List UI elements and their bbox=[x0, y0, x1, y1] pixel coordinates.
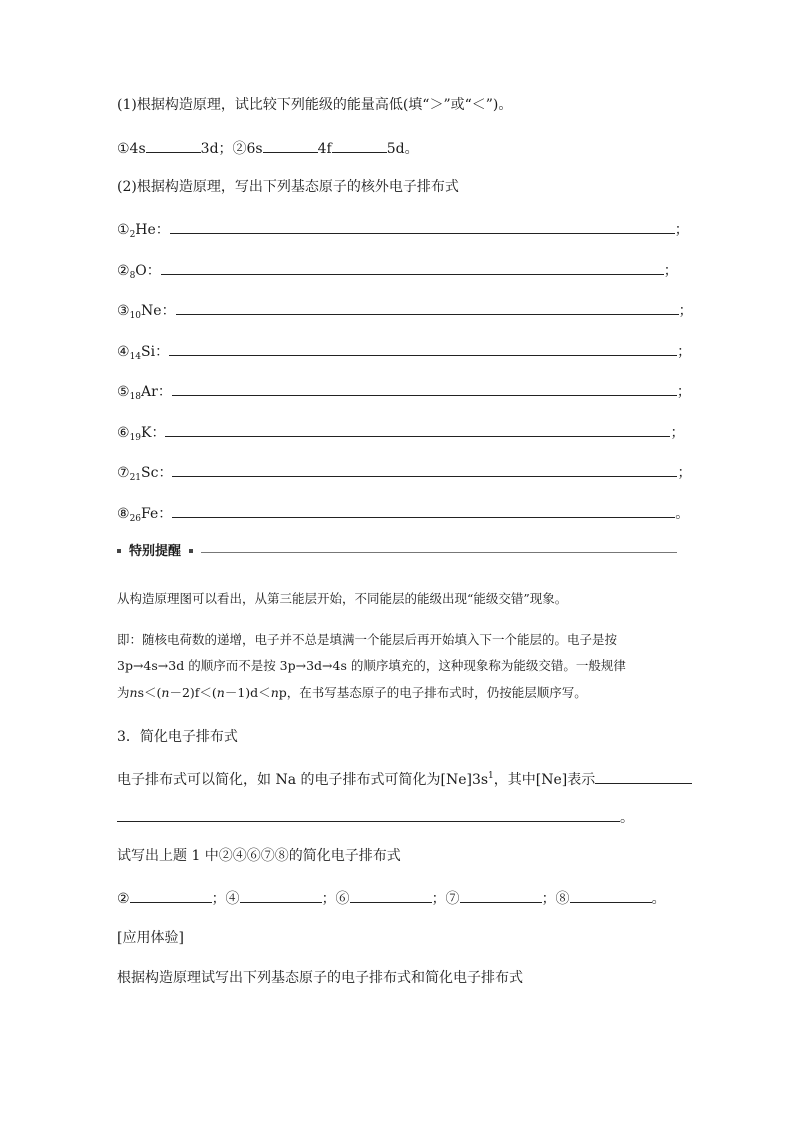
element-symbol: Ar bbox=[141, 384, 158, 400]
q2-row: $④_{14}Si$： ； bbox=[117, 340, 691, 367]
answer-blank[interactable] bbox=[240, 887, 322, 903]
hint-paragraph-2-line-2: 3p→4s→3d 的顺序而不是按 3p→3d→4s 的顺序填充的，这种现象称为能级交错。一般规律 bbox=[117, 658, 626, 673]
q1-item-2: 3d；②6s bbox=[200, 141, 263, 157]
superscript: 1 bbox=[488, 771, 494, 781]
q2-row: $①_2He$： ； bbox=[117, 218, 689, 245]
q2-row: $⑦_{21}Sc$： ； bbox=[117, 461, 691, 488]
divider bbox=[201, 552, 677, 553]
hint-text: 为 bbox=[117, 685, 130, 700]
row-number: ③ bbox=[117, 303, 130, 319]
section-3-text-b: ，其中[Ne]表示 bbox=[493, 772, 596, 788]
answer-blank[interactable] bbox=[161, 259, 664, 275]
hint-header bbox=[117, 542, 677, 562]
answer-blank[interactable] bbox=[176, 299, 679, 315]
hint-paragraph-2-line-1: 即：随核电荷数的递增，电子并不总是填满一个能层后再开始填入下一个能层的。电子是按 bbox=[117, 632, 618, 647]
row-number: ⑧ bbox=[117, 506, 130, 522]
element-symbol: O bbox=[135, 263, 147, 279]
apply-heading: [应用体验] bbox=[117, 930, 184, 946]
row-number: ① bbox=[117, 222, 130, 238]
answer-blank[interactable] bbox=[169, 340, 677, 356]
hint-title: 特别提醒 bbox=[129, 544, 182, 559]
answer-blank[interactable] bbox=[170, 218, 675, 234]
section-3-continued bbox=[117, 806, 634, 828]
atomic-number: 18 bbox=[129, 392, 142, 402]
answer-blank[interactable] bbox=[146, 137, 201, 153]
element-symbol: Fe bbox=[141, 506, 159, 522]
section-3-text-a: 电子排布式可以简化，如 Na 的电子排布式可简化为[Ne]3s bbox=[117, 772, 489, 788]
q1-item-3: 4f bbox=[317, 141, 332, 157]
answer-blank[interactable] bbox=[117, 806, 620, 822]
element-symbol: K bbox=[141, 425, 152, 441]
row-number: ⑥ bbox=[117, 425, 130, 441]
q2-row: $⑤_{18}Ar$： ； bbox=[117, 380, 691, 407]
answer-blank[interactable] bbox=[172, 461, 677, 477]
answer-blank[interactable] bbox=[595, 768, 692, 784]
answer-label: ；④ bbox=[211, 891, 240, 907]
row-number: ② bbox=[117, 263, 130, 279]
row-end: ； bbox=[676, 384, 691, 400]
row-end: ； bbox=[674, 222, 689, 238]
energy-order-formula: ns＜(n－2)f＜(n－1)d＜np bbox=[129, 685, 287, 700]
answer-blank[interactable] bbox=[172, 502, 675, 518]
answer-label: ；⑥ bbox=[321, 891, 350, 907]
line-end: 。 bbox=[620, 810, 634, 826]
answer-blank[interactable] bbox=[165, 421, 670, 437]
answer-blank[interactable] bbox=[460, 887, 542, 903]
answer-label: ；⑧ bbox=[541, 891, 570, 907]
answer-blank[interactable] bbox=[263, 137, 318, 153]
section-3-heading: 3．简化电子排布式 bbox=[117, 729, 238, 745]
row-end: ； bbox=[678, 303, 693, 319]
question-2-title: (2)根据构造原理，写出下列基态原子的核外电子排布式 bbox=[117, 179, 459, 195]
answer-label: ② bbox=[117, 891, 130, 907]
atomic-number: 21 bbox=[129, 473, 142, 483]
section-3-answers bbox=[117, 887, 666, 909]
apply-text: 根据构造原理试写出下列基态原子的电子排布式和简化电子排布式 bbox=[117, 970, 523, 986]
answer-blank[interactable] bbox=[172, 380, 677, 396]
hint-paragraph-1: 从构造原理图可以看出，从第三能层开始，不同能层的能级出现“能级交错”现象。 bbox=[117, 591, 568, 606]
atomic-number: 10 bbox=[129, 311, 142, 321]
q2-row: $②_8O$： ； bbox=[117, 259, 678, 286]
atomic-number: 8 bbox=[129, 271, 136, 281]
atomic-number: 14 bbox=[129, 352, 142, 362]
square-bullet-icon bbox=[117, 549, 121, 553]
answer-blank[interactable] bbox=[350, 887, 432, 903]
q1-item-4: 5d。 bbox=[386, 141, 419, 157]
row-end: ； bbox=[677, 344, 692, 360]
element-symbol: Sc bbox=[141, 465, 159, 481]
row-number: ④ bbox=[117, 344, 130, 360]
atomic-number: 2 bbox=[129, 230, 136, 240]
section-3-task: 试写出上题 1 中②④⑥⑦⑧的简化电子排布式 bbox=[117, 848, 401, 864]
q1-item-1: ①4s bbox=[117, 141, 146, 157]
q2-row: $⑥_{19}K$： ； bbox=[117, 421, 684, 448]
atomic-number: 19 bbox=[129, 433, 142, 443]
answer-label: ；⑦ bbox=[431, 891, 460, 907]
row-end: ； bbox=[677, 465, 692, 481]
row-end: 。 bbox=[675, 506, 690, 522]
answer-blank[interactable] bbox=[130, 887, 212, 903]
element-symbol: Ne bbox=[141, 303, 162, 319]
row-number: ⑦ bbox=[117, 465, 130, 481]
answer-blank[interactable] bbox=[570, 887, 652, 903]
answer-blank[interactable] bbox=[332, 137, 387, 153]
answer-label: 。 bbox=[651, 891, 666, 907]
element-symbol: He bbox=[135, 222, 156, 238]
question-1-items bbox=[117, 137, 419, 159]
q2-row: $⑧_{26}Fe$： 。 bbox=[117, 502, 689, 529]
hint-paragraph-2-line-3 bbox=[117, 680, 679, 706]
atomic-number: 26 bbox=[129, 514, 142, 524]
hint-text: ，在书写基态原子的电子排布式时，仍按能层顺序写。 bbox=[286, 685, 587, 700]
row-end: ； bbox=[663, 263, 678, 279]
q2-row: $③_{10}Ne$： ； bbox=[117, 299, 693, 326]
square-bullet-icon bbox=[189, 549, 193, 553]
question-1-title: (1)根据构造原理，试比较下列能级的能量高低(填“＞”或“＜”)。 bbox=[117, 97, 513, 113]
element-symbol: Si bbox=[141, 344, 156, 360]
section-3-text bbox=[117, 766, 692, 790]
row-end: ； bbox=[670, 425, 685, 441]
row-number: ⑤ bbox=[117, 384, 130, 400]
